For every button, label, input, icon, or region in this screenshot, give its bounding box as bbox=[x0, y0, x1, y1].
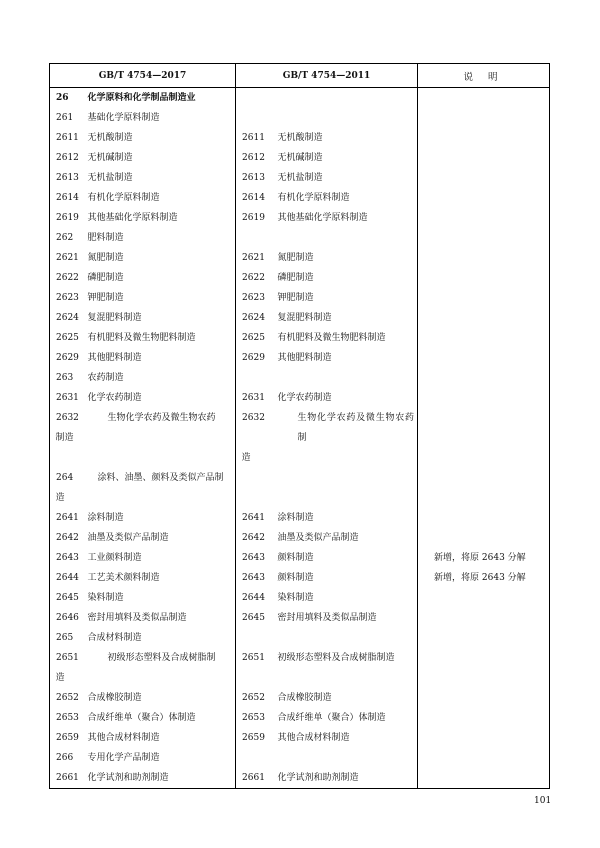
code-2011: 2651 bbox=[236, 648, 278, 688]
code-2017: 264 bbox=[50, 468, 88, 508]
code-2011: 2653 bbox=[236, 708, 278, 728]
code-2011: 2631 bbox=[236, 388, 278, 408]
code-2017: 2623 bbox=[50, 288, 88, 308]
table-row bbox=[50, 728, 550, 748]
name-2017: 基础化学原料制造 bbox=[87, 113, 160, 123]
note-cell bbox=[418, 128, 550, 148]
table-row bbox=[50, 248, 550, 268]
table-row bbox=[50, 228, 550, 248]
name-2011 bbox=[278, 88, 418, 109]
note-cell bbox=[418, 188, 550, 208]
note-cell bbox=[418, 248, 550, 268]
code-2017: 2652 bbox=[50, 688, 88, 708]
name-2011: 油墨及类似产品制造 bbox=[278, 528, 418, 548]
name-2017: 钾肥制造 bbox=[87, 293, 124, 303]
code-2011: 2659 bbox=[236, 728, 278, 748]
table-row bbox=[50, 348, 550, 368]
name-2017: 其他肥料制造 bbox=[87, 353, 142, 363]
code-2017: 2645 bbox=[50, 588, 88, 608]
table-row bbox=[50, 708, 550, 728]
code-2011: 2641 bbox=[236, 508, 278, 528]
table-row bbox=[50, 768, 550, 789]
code-2011: 2611 bbox=[236, 128, 278, 148]
table-row bbox=[50, 268, 550, 288]
name-2017: 农药制造 bbox=[87, 373, 124, 383]
code-2011 bbox=[236, 468, 278, 508]
name-2011: 密封用填料及类似品制造 bbox=[278, 608, 418, 628]
name-2011 bbox=[278, 468, 418, 508]
code-2011: 2624 bbox=[236, 308, 278, 328]
code-2017: 2641 bbox=[50, 508, 88, 528]
table-row bbox=[50, 328, 550, 348]
code-2011: 2661 bbox=[236, 768, 278, 789]
name-2011: 其他基础化学原料制造 bbox=[278, 208, 418, 228]
name-2017-line2: 造 bbox=[55, 673, 65, 683]
code-2017: 26 bbox=[50, 88, 88, 109]
name-2011: 其他肥料制造 bbox=[278, 348, 418, 368]
name-2017-line2: 制造 bbox=[55, 433, 74, 443]
name-2011-line1: 生物化学农药及微生物农药制 bbox=[297, 413, 415, 443]
name-2011: 涂料制造 bbox=[278, 508, 418, 528]
note-cell bbox=[418, 528, 550, 548]
code-2011: 2622 bbox=[236, 268, 278, 288]
code-2017: 2613 bbox=[50, 168, 88, 188]
code-2011 bbox=[236, 628, 278, 648]
page-number: 101 bbox=[534, 796, 552, 806]
note-cell bbox=[418, 708, 550, 728]
header-gbt-2011: GB/T 4754—2011 bbox=[236, 64, 418, 88]
name-2011: 磷肥制造 bbox=[278, 268, 418, 288]
table-row bbox=[50, 748, 550, 768]
name-2017-line2: 造 bbox=[55, 493, 65, 503]
table-row bbox=[50, 688, 550, 708]
note-cell bbox=[418, 608, 550, 628]
header-gbt-2017: GB/T 4754—2017 bbox=[50, 64, 236, 88]
note-cell bbox=[418, 768, 550, 789]
name-2011: 化学试剂和助剂制造 bbox=[278, 768, 418, 789]
name-2011: 颜料制造 bbox=[278, 548, 418, 568]
name-2017-line1: 生物化学农药及微生物农药 bbox=[107, 413, 216, 423]
name-2017: 涂料制造 bbox=[87, 513, 124, 523]
code-2017: 262 bbox=[50, 228, 88, 248]
code-2011: 2645 bbox=[236, 608, 278, 628]
code-2017: 2646 bbox=[50, 608, 88, 628]
note-cell bbox=[418, 388, 550, 408]
name-2011 bbox=[278, 368, 418, 388]
header-note: 说 明 bbox=[418, 64, 550, 88]
code-2011: 2625 bbox=[236, 328, 278, 348]
name-2017: 有机化学原料制造 bbox=[87, 193, 160, 203]
table-row bbox=[50, 568, 550, 588]
name-2017: 肥料制造 bbox=[87, 233, 124, 243]
code-2017: 2642 bbox=[50, 528, 88, 548]
name-2017-line1: 初级形态塑料及合成树脂制 bbox=[107, 653, 216, 663]
table-row bbox=[50, 368, 550, 388]
name-2011: 无机盐制造 bbox=[278, 168, 418, 188]
code-2017: 2653 bbox=[50, 708, 88, 728]
code-2017: 263 bbox=[50, 368, 88, 388]
name-2017: 染料制造 bbox=[87, 593, 124, 603]
table-header-row bbox=[50, 64, 550, 88]
table-row bbox=[50, 588, 550, 608]
name-2011: 有机肥料及微生物肥料制造 bbox=[278, 328, 418, 348]
code-2017: 2661 bbox=[50, 768, 88, 789]
code-2017: 2643 bbox=[50, 548, 88, 568]
code-2017: 2651 bbox=[50, 648, 88, 688]
name-2017: 复混肥料制造 bbox=[87, 313, 142, 323]
code-2011 bbox=[236, 228, 278, 248]
code-2017: 2611 bbox=[50, 128, 88, 148]
code-2017: 266 bbox=[50, 748, 88, 768]
name-2017: 其他基础化学原料制造 bbox=[87, 213, 178, 223]
note-cell bbox=[418, 228, 550, 248]
code-2011: 2644 bbox=[236, 588, 278, 608]
name-2017: 无机碱制造 bbox=[87, 153, 133, 163]
table-row bbox=[50, 648, 550, 688]
note-cell bbox=[418, 88, 550, 109]
name-2011: 钾肥制造 bbox=[278, 288, 418, 308]
code-2011 bbox=[236, 88, 278, 109]
name-2017: 磷肥制造 bbox=[87, 273, 124, 283]
name-2011: 颜料制造 bbox=[278, 568, 418, 588]
code-2011: 2621 bbox=[236, 248, 278, 268]
name-2017: 化学原料和化学制品制造业 bbox=[87, 93, 196, 103]
name-2017: 有机肥料及微生物肥料制造 bbox=[87, 333, 196, 343]
name-2017: 无机盐制造 bbox=[87, 173, 133, 183]
note-cell bbox=[418, 588, 550, 608]
code-2011: 2614 bbox=[236, 188, 278, 208]
note-cell bbox=[418, 208, 550, 228]
note-cell bbox=[418, 168, 550, 188]
table-row bbox=[50, 628, 550, 648]
name-2017: 合成橡胶制造 bbox=[87, 693, 142, 703]
table-row bbox=[50, 468, 550, 508]
name-2011: 初级形态塑料及合成树脂制造 bbox=[278, 648, 418, 688]
note-cell bbox=[418, 688, 550, 708]
note-cell bbox=[418, 368, 550, 388]
name-2011: 复混肥料制造 bbox=[278, 308, 418, 328]
name-2017: 化学农药制造 bbox=[87, 393, 142, 403]
code-2011: 2613 bbox=[236, 168, 278, 188]
name-2017: 无机酸制造 bbox=[87, 133, 133, 143]
name-2011: 化学农药制造 bbox=[278, 388, 418, 408]
table-row bbox=[50, 508, 550, 528]
name-2017: 工业颜料制造 bbox=[87, 553, 142, 563]
code-2017: 2631 bbox=[50, 388, 88, 408]
name-2017: 氮肥制造 bbox=[87, 253, 124, 263]
code-2011: 2612 bbox=[236, 148, 278, 168]
code-2011 bbox=[236, 368, 278, 388]
note-cell bbox=[418, 108, 550, 128]
code-2011: 2629 bbox=[236, 348, 278, 368]
code-2011: 2652 bbox=[236, 688, 278, 708]
table-row bbox=[50, 308, 550, 328]
code-2017: 265 bbox=[50, 628, 88, 648]
code-2011: 2619 bbox=[236, 208, 278, 228]
note-cell bbox=[418, 268, 550, 288]
note-cell bbox=[418, 148, 550, 168]
table-row bbox=[50, 288, 550, 308]
note-cell bbox=[418, 628, 550, 648]
table-row bbox=[50, 148, 550, 168]
code-2017: 2629 bbox=[50, 348, 88, 368]
code-2017: 261 bbox=[50, 108, 88, 128]
name-2017: 密封用填料及类似品制造 bbox=[87, 613, 187, 623]
name-2017: 合成材料制造 bbox=[87, 633, 142, 643]
table-row bbox=[50, 548, 550, 568]
name-2017: 工艺美术颜料制造 bbox=[87, 573, 160, 583]
code-2017: 2632 bbox=[50, 408, 88, 468]
table-row bbox=[50, 528, 550, 548]
note-cell bbox=[418, 508, 550, 528]
name-2017: 其他合成材料制造 bbox=[87, 733, 160, 743]
code-2011: 2642 bbox=[236, 528, 278, 548]
code-2011: 2643 bbox=[236, 568, 278, 588]
code-2017: 2612 bbox=[50, 148, 88, 168]
name-2011 bbox=[278, 748, 418, 768]
name-2011-line2: 造 bbox=[241, 453, 251, 463]
table-row bbox=[50, 128, 550, 148]
name-2017: 化学试剂和助剂制造 bbox=[88, 768, 236, 789]
name-2011: 无机酸制造 bbox=[278, 128, 418, 148]
name-2011 bbox=[278, 108, 418, 128]
code-2017: 2625 bbox=[50, 328, 88, 348]
code-2011 bbox=[236, 108, 278, 128]
name-2011 bbox=[278, 628, 418, 648]
code-2017: 2644 bbox=[50, 568, 88, 588]
code-2011: 2632 bbox=[236, 408, 278, 468]
name-2011: 合成橡胶制造 bbox=[278, 688, 418, 708]
note-cell bbox=[418, 648, 550, 688]
table-row bbox=[50, 88, 550, 109]
classification-table bbox=[49, 63, 550, 789]
code-2017: 2659 bbox=[50, 728, 88, 748]
name-2017: 油墨及类似产品制造 bbox=[87, 533, 169, 543]
name-2017: 合成纤维单（聚合）体制造 bbox=[87, 713, 196, 723]
note-cell bbox=[418, 288, 550, 308]
code-2017: 2619 bbox=[50, 208, 88, 228]
note-cell: 新增，将原 2643 分解 bbox=[418, 568, 550, 588]
name-2011: 染料制造 bbox=[278, 588, 418, 608]
code-2017: 2624 bbox=[50, 308, 88, 328]
name-2011 bbox=[278, 228, 418, 248]
note-cell bbox=[418, 468, 550, 508]
note-cell bbox=[418, 748, 550, 768]
note-cell bbox=[418, 408, 550, 468]
name-2011: 有机化学原料制造 bbox=[278, 188, 418, 208]
note-cell bbox=[418, 348, 550, 368]
name-2017-line1: 涂料、油墨、颜料及类似产品制 bbox=[97, 473, 224, 483]
code-2011: 2623 bbox=[236, 288, 278, 308]
table-row bbox=[50, 408, 550, 468]
note-cell bbox=[418, 308, 550, 328]
table-row bbox=[50, 188, 550, 208]
note-cell: 新增，将原 2643 分解 bbox=[418, 548, 550, 568]
table-row bbox=[50, 608, 550, 628]
table-row bbox=[50, 108, 550, 128]
name-2011: 合成纤维单（聚合）体制造 bbox=[278, 708, 418, 728]
table-row bbox=[50, 208, 550, 228]
name-2017: 专用化学产品制造 bbox=[87, 753, 160, 763]
code-2011: 2643 bbox=[236, 548, 278, 568]
code-2017: 2621 bbox=[50, 248, 88, 268]
name-2011: 其他合成材料制造 bbox=[278, 728, 418, 748]
table-body bbox=[50, 88, 550, 789]
name-2011: 无机碱制造 bbox=[278, 148, 418, 168]
table-row bbox=[50, 168, 550, 188]
code-2017: 2614 bbox=[50, 188, 88, 208]
code-2017: 2622 bbox=[50, 268, 88, 288]
note-cell bbox=[418, 728, 550, 748]
code-2011 bbox=[236, 748, 278, 768]
note-cell bbox=[418, 328, 550, 348]
table-row bbox=[50, 388, 550, 408]
name-2011: 氮肥制造 bbox=[278, 248, 418, 268]
